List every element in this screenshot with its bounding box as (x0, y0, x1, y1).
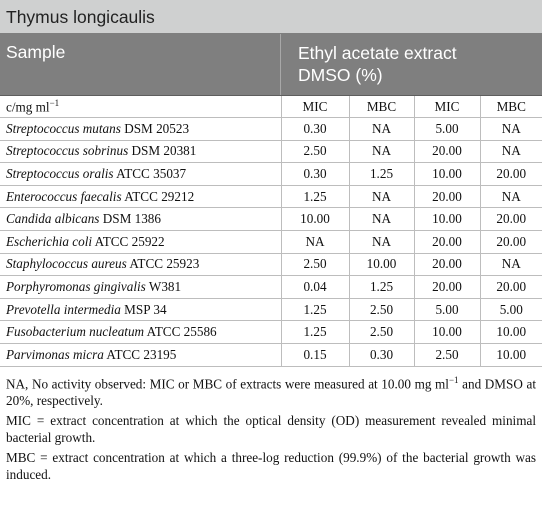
value-cell: NA (281, 230, 349, 253)
footnote-na: NA, No activity observed: MIC or MBC of extracts were measured at 10.00 mg $ml^{-1}$ and DMSO at 20%, respectively. (6, 374, 536, 408)
value-cell: 1.25 (349, 276, 414, 299)
units-col-mbc-1: MBC (349, 96, 414, 118)
sample-name (0, 163, 281, 186)
value-cell: 2.50 (349, 321, 414, 344)
value-cell: 10.00 (480, 321, 542, 344)
value-cell: 10.00 (414, 208, 480, 231)
value-cell: NA (480, 253, 542, 276)
value-cell: 0.15 (281, 343, 349, 366)
header-extract-line1: Ethyl acetate extract (298, 43, 457, 63)
strain-id: MSP 34 (124, 301, 167, 317)
sample-name (0, 230, 281, 253)
sample-name (0, 276, 281, 299)
value-cell: 2.50 (414, 343, 480, 366)
strain-id: ATCC 35037 (116, 165, 187, 181)
value-cell: 20.00 (480, 276, 542, 299)
value-cell: 10.00 (281, 208, 349, 231)
value-cell: 5.00 (414, 118, 480, 141)
value-cell: 1.25 (281, 321, 349, 344)
species-name: Escherichia coli (6, 233, 93, 249)
species-name: Parvimonas micra (6, 346, 104, 362)
value-cell: 10.00 (349, 253, 414, 276)
sample-name (0, 140, 281, 163)
value-cell: 10.00 (414, 321, 480, 344)
value-cell: NA (349, 208, 414, 231)
units-col-mic-1: MIC (281, 96, 349, 118)
value-cell: 1.25 (349, 163, 414, 186)
value-cell: NA (349, 140, 414, 163)
species-name: Candida albicans (6, 211, 100, 227)
species-name: Prevotella intermedia (6, 301, 121, 317)
sample-name (0, 208, 281, 231)
value-cell: 1.25 (281, 185, 349, 208)
value-cell: 20.00 (414, 253, 480, 276)
table-row (0, 163, 542, 186)
table-row (0, 185, 542, 208)
units-col-mic-2: MIC (414, 96, 480, 118)
table-title: Thymus longicaulis (0, 0, 542, 34)
value-cell: 2.50 (281, 253, 349, 276)
header-extract (281, 34, 542, 95)
value-cell: 10.00 (414, 163, 480, 186)
strain-id: W381 (148, 278, 182, 294)
table-row (0, 208, 542, 231)
strain-id: DSM 20381 (131, 143, 197, 159)
table-row (0, 298, 542, 321)
value-cell: 2.50 (281, 140, 349, 163)
table-row (0, 343, 542, 366)
value-cell: 20.00 (414, 185, 480, 208)
value-cell: 20.00 (480, 208, 542, 231)
table-footnotes (0, 367, 542, 483)
species-name: Streptococcus oralis (6, 165, 114, 181)
value-cell: NA (349, 118, 414, 141)
sample-name (0, 298, 281, 321)
species-name: Streptococcus sobrinus (6, 143, 129, 159)
table-row (0, 321, 542, 344)
table-row (0, 230, 542, 253)
value-cell: 1.25 (281, 298, 349, 321)
units-label: c/mg $ml^{-1}$ (0, 96, 281, 118)
species-name: Porphyromonas gingivalis (6, 278, 146, 294)
strain-id: ATCC 25922 (94, 233, 165, 249)
sample-name (0, 118, 281, 141)
value-cell: 5.00 (414, 298, 480, 321)
value-cell: NA (349, 230, 414, 253)
species-name: Streptococcus mutans (6, 120, 121, 136)
value-cell: 0.30 (281, 118, 349, 141)
value-cell: NA (480, 185, 542, 208)
value-cell: NA (480, 118, 542, 141)
value-cell: 20.00 (480, 230, 542, 253)
value-cell: 20.00 (414, 276, 480, 299)
table-row (0, 140, 542, 163)
table-row (0, 253, 542, 276)
sample-name (0, 253, 281, 276)
strain-id: ATCC 25923 (129, 256, 200, 272)
value-cell: 10.00 (480, 343, 542, 366)
table-row (0, 118, 542, 141)
sample-name (0, 321, 281, 344)
strain-id: ATCC 25586 (146, 324, 217, 340)
strain-id: DSM 1386 (102, 211, 161, 227)
data-table-body (0, 96, 542, 366)
sample-name (0, 185, 281, 208)
species-name: Fusobacterium nucleatum (6, 324, 145, 340)
strain-id: ATCC 23195 (106, 346, 177, 362)
units-row (0, 96, 542, 118)
value-cell: NA (349, 185, 414, 208)
value-cell: NA (480, 140, 542, 163)
table-row (0, 276, 542, 299)
value-cell: 2.50 (349, 298, 414, 321)
value-cell: 20.00 (480, 163, 542, 186)
units-col-mbc-2: MBC (480, 96, 542, 118)
value-cell: 0.30 (281, 163, 349, 186)
value-cell: 20.00 (414, 230, 480, 253)
species-name: Enterococcus faecalis (6, 188, 122, 204)
header-extract-line2: DMSO (%) (298, 65, 383, 85)
value-cell: 0.04 (281, 276, 349, 299)
footnote-mic: MIC = extract concentration at which the optical density (OD) measurement revealed minimal bacterial growth. (6, 412, 536, 445)
value-cell: 0.30 (349, 343, 414, 366)
header-sample: Sample (0, 34, 281, 95)
table-header (0, 34, 542, 96)
strain-id: ATCC 29212 (124, 188, 195, 204)
value-cell: 5.00 (480, 298, 542, 321)
strain-id: DSM 20523 (124, 120, 190, 136)
value-cell: 20.00 (414, 140, 480, 163)
data-table (0, 96, 542, 367)
sample-name (0, 343, 281, 366)
species-name: Staphylococcus aureus (6, 256, 127, 272)
footnote-mbc: MBC = extract concentration at which a three-log reduction (99.9%) of the bacterial growth was induced. (6, 449, 536, 482)
